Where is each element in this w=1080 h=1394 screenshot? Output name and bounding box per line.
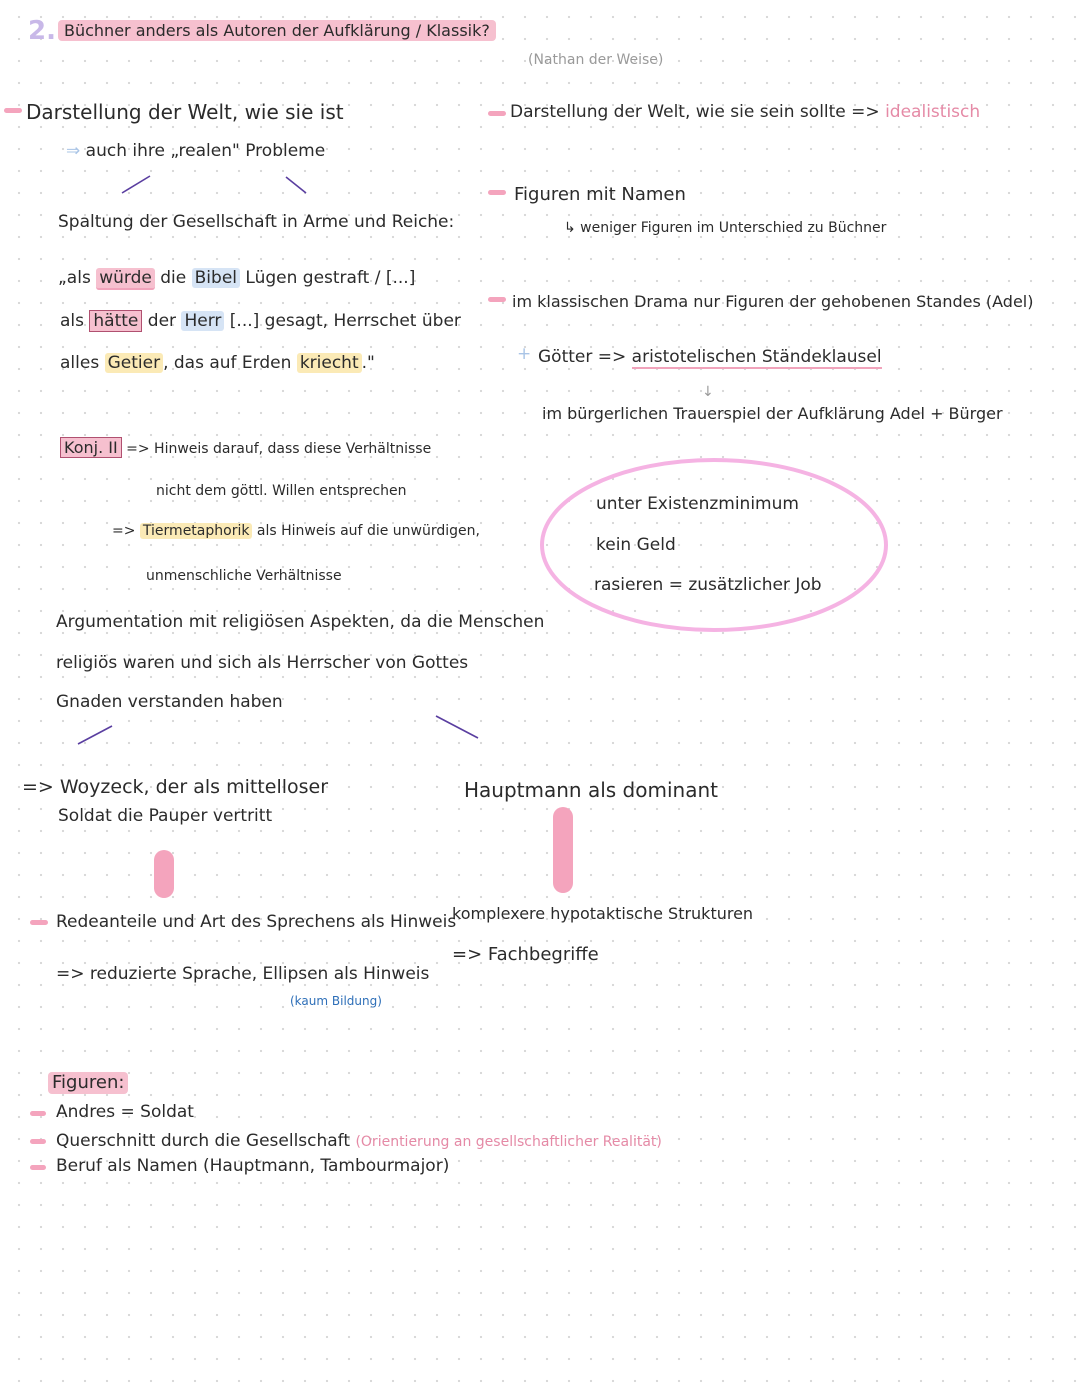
arrow-icon: => <box>851 102 880 122</box>
quote-word: Lügen gestraft / [...] <box>245 268 416 288</box>
argument-line-3: Gnaden verstanden haben <box>56 692 283 712</box>
highlight-circle <box>542 460 886 630</box>
quote-line-3 <box>60 353 375 373</box>
named-figures-text: Figuren mit Namen <box>514 184 686 205</box>
quote-word: „als <box>58 268 91 288</box>
split-society-text: Spaltung der Gesellschaft in Arme und Reiche: <box>58 212 455 232</box>
quote-word: alles <box>60 353 100 373</box>
bullet-marker <box>30 1165 46 1170</box>
quote-line-2 <box>60 311 461 331</box>
circle-item-1: unter Existenzminimum <box>596 494 799 514</box>
gods-line <box>538 347 882 367</box>
bullet-marker <box>30 1139 46 1144</box>
speech-share-text: Redeanteile und Art des Sprechens als Hinweis <box>56 912 457 932</box>
argument-line-2: religiös waren und sich als Herrscher von Gottes <box>56 653 469 673</box>
konj-text: => Hinweis darauf, dass diese Verhältnisse <box>126 441 432 457</box>
connector-line <box>78 726 112 744</box>
andres-text: Andres = Soldat <box>56 1102 194 1122</box>
arrow-icon: => <box>112 523 136 539</box>
profession-names-text: Beruf als Namen (Hauptmann, Tambourmajor) <box>56 1156 450 1176</box>
quote-word: , das auf Erden <box>163 353 292 373</box>
quote-word-highlight: hätte <box>89 310 142 332</box>
arrow-icon: ⇒ <box>66 141 81 161</box>
pink-bar <box>553 807 573 893</box>
konj-line <box>60 438 431 458</box>
quote-line-1 <box>58 268 415 288</box>
page-title: Büchner anders als Autoren der Aufklärung / Klassik? <box>58 20 496 41</box>
konj-text-2: nicht dem göttl. Willen entsprechen <box>156 483 407 499</box>
quote-word: als <box>60 311 84 331</box>
tier-text-2: unmenschliche Verhältnisse <box>146 568 342 584</box>
captain-dominant-text: Hauptmann als dominant <box>464 778 718 802</box>
right-note: (Nathan der Weise) <box>528 52 664 68</box>
circle-item-2: kein Geld <box>596 535 676 555</box>
circle-item-3: rasieren = zusätzlicher Job <box>594 575 822 595</box>
bullet-marker <box>30 1111 46 1116</box>
real-problems-text: auch ihre „realen" Probleme <box>85 141 326 161</box>
classic-drama-text: im klassischen Drama nur Figuren der gehobenen Standes (Adel) <box>512 292 1034 311</box>
little-education-note: (kaum Bildung) <box>290 994 382 1008</box>
bullet-marker <box>488 190 506 195</box>
cross-section-text: Querschnitt durch die Gesellschaft <box>56 1131 351 1151</box>
quote-word-highlight: Getier <box>105 353 163 373</box>
connector-line <box>286 177 306 193</box>
konj-label: Konj. II <box>60 437 122 458</box>
bullet-marker <box>4 108 22 113</box>
cross-section-line <box>56 1131 662 1151</box>
estates-clause-text: aristotelischen Ständeklausel <box>631 347 882 367</box>
plus-icon: + <box>517 344 532 364</box>
quote-word-highlight: kriecht <box>297 353 362 373</box>
bourgeois-tragedy-text: im bürgerlichen Trauerspiel der Aufklärung Adel + Bürger <box>542 404 1003 423</box>
tier-label: Tiermetaphorik <box>140 523 253 539</box>
woyzeck-line-2: Soldat die Pauper vertritt <box>58 806 273 826</box>
right-world-line <box>510 102 980 122</box>
fewer-figures-text: ↳ weniger Figuren im Unterschied zu Büchner <box>564 220 887 236</box>
quote-word-highlight: würde <box>96 268 155 290</box>
technical-terms-text: => Fachbegriffe <box>452 944 599 965</box>
reduced-language-text: => reduzierte Sprache, Ellipsen als Hinweis <box>56 964 430 984</box>
figures-label: Figuren: <box>48 1072 128 1094</box>
right-world-title: Darstellung der Welt, wie sie sein sollte <box>510 102 846 122</box>
arrow-line <box>66 141 325 161</box>
gods-text: Götter => <box>538 347 627 367</box>
down-arrow-icon: ↓ <box>702 384 714 400</box>
quote-word: ." <box>361 353 375 373</box>
quote-word: die <box>160 268 187 288</box>
left-world-title: Darstellung der Welt, wie sie ist <box>26 100 344 124</box>
heading-number: 2. <box>28 16 56 46</box>
connector-line <box>436 716 478 738</box>
quote-word: [...] gesagt, Herrschet über <box>229 311 461 331</box>
connector-line <box>122 176 150 193</box>
quote-word-highlight: Bibel <box>192 268 240 288</box>
idealistic-text: idealistisch <box>885 102 981 122</box>
quote-word-highlight: Herr <box>181 311 224 331</box>
quote-word: der <box>147 311 177 331</box>
tier-line <box>112 523 480 540</box>
argument-line-1: Argumentation mit religiösen Aspekten, da die Menschen <box>56 612 545 632</box>
bullet-marker <box>488 111 506 116</box>
bullet-marker <box>30 920 48 925</box>
orientation-note: (Orientierung an gesellschaftlicher Realität) <box>355 1134 662 1150</box>
complex-structures-text: komplexere hypotaktische Strukturen <box>452 904 754 923</box>
woyzeck-line-1: => Woyzeck, der als mittelloser <box>22 776 329 798</box>
pink-bar <box>154 850 174 898</box>
bullet-marker <box>488 297 506 302</box>
tier-text: als Hinweis auf die unwürdigen, <box>256 523 480 539</box>
